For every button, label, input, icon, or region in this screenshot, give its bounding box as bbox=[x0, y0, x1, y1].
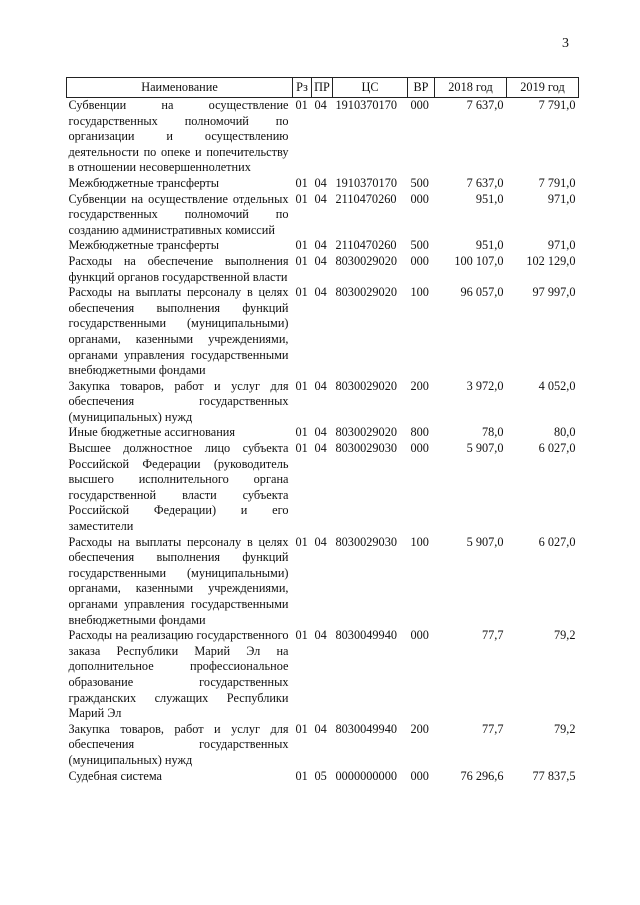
table-row bbox=[67, 722, 579, 769]
row-pr: 04 bbox=[314, 721, 327, 736]
table-row bbox=[67, 192, 579, 239]
row-vr: 200 bbox=[410, 721, 429, 736]
row-value-2019: 80,0 bbox=[553, 425, 576, 440]
table-row bbox=[67, 769, 579, 785]
row-rz: 01 bbox=[295, 721, 308, 736]
table-row bbox=[67, 425, 579, 441]
row-cs: 8030029030 bbox=[335, 534, 397, 549]
row-value-2018: 951,0 bbox=[475, 191, 504, 206]
row-name: Судебная система bbox=[68, 768, 162, 783]
table-header-row bbox=[67, 78, 579, 98]
header-2019: 2019 год bbox=[507, 78, 579, 98]
row-value-2018: 5 907,0 bbox=[466, 534, 504, 549]
row-vr: 500 bbox=[410, 238, 429, 253]
row-cs: 1910370170 bbox=[335, 98, 397, 112]
row-pr: 04 bbox=[314, 534, 327, 549]
table-row bbox=[67, 285, 579, 379]
row-name: Субвенции на осуществление государственных полномочий по организации и осуществлению деятельности по опеке и попечительству в отношении несовершеннолетних bbox=[68, 98, 289, 175]
row-rz: 01 bbox=[295, 534, 308, 549]
row-value-2019: 6 027,0 bbox=[538, 441, 576, 456]
row-cs: 8030029030 bbox=[335, 441, 397, 456]
row-pr: 04 bbox=[314, 98, 327, 112]
row-value-2018: 78,0 bbox=[481, 425, 504, 440]
row-pr: 04 bbox=[314, 425, 327, 440]
row-value-2019: 79,2 bbox=[553, 721, 576, 736]
row-pr: 04 bbox=[314, 238, 327, 253]
row-name: Межбюджетные трансферты bbox=[68, 175, 220, 190]
header-pr: ПР bbox=[312, 78, 333, 98]
header-name: Наименование bbox=[67, 78, 293, 98]
row-pr: 04 bbox=[314, 175, 327, 190]
row-vr: 000 bbox=[410, 253, 429, 268]
table-row bbox=[67, 98, 579, 176]
header-cs: ЦС bbox=[333, 78, 408, 98]
row-rz: 01 bbox=[295, 768, 308, 783]
row-vr: 000 bbox=[410, 98, 429, 112]
row-value-2019: 79,2 bbox=[553, 628, 576, 643]
row-cs: 2110470260 bbox=[335, 238, 397, 253]
header-vr: ВР bbox=[408, 78, 435, 98]
row-cs: 8030029020 bbox=[335, 253, 397, 268]
table-row bbox=[67, 238, 579, 254]
row-vr: 000 bbox=[410, 628, 429, 643]
row-value-2019: 97 997,0 bbox=[532, 285, 576, 300]
row-value-2019: 7 791,0 bbox=[538, 98, 576, 112]
row-value-2019: 971,0 bbox=[547, 238, 576, 253]
row-value-2018: 100 107,0 bbox=[454, 253, 504, 268]
row-value-2018: 3 972,0 bbox=[466, 378, 504, 393]
table-row bbox=[67, 254, 579, 285]
row-value-2018: 77,7 bbox=[481, 628, 504, 643]
row-rz: 01 bbox=[295, 441, 308, 456]
row-pr: 04 bbox=[314, 253, 327, 268]
row-cs: 8030029020 bbox=[335, 285, 397, 300]
row-vr: 000 bbox=[410, 768, 429, 783]
row-name: Высшее должностное лицо субъекта Российской Федерации (руководитель высшего исполнительного органа государственной власти субъекта Российской Федерации) и его заместители bbox=[68, 441, 289, 534]
table-row bbox=[67, 441, 579, 535]
header-rz: Рз bbox=[293, 78, 312, 98]
row-value-2019: 102 129,0 bbox=[526, 253, 576, 268]
page-number: 3 bbox=[562, 36, 569, 51]
row-cs: 1910370170 bbox=[335, 175, 397, 190]
row-name: Межбюджетные трансферты bbox=[68, 238, 220, 253]
row-value-2019: 7 791,0 bbox=[538, 175, 576, 190]
row-cs: 8030049940 bbox=[335, 721, 397, 736]
row-pr: 04 bbox=[314, 441, 327, 456]
row-rz: 01 bbox=[295, 175, 308, 190]
row-rz: 01 bbox=[295, 191, 308, 206]
row-value-2018: 5 907,0 bbox=[466, 441, 504, 456]
row-name: Расходы на обеспечение выполнения функций органов государственной власти bbox=[68, 253, 289, 284]
row-pr: 04 bbox=[314, 191, 327, 206]
row-name: Закупка товаров, работ и услуг для обеспечения государственных (муниципальных) нужд bbox=[68, 378, 289, 424]
row-name: Субвенции на осуществление отдельных государственных полномочий по созданию административных комиссий bbox=[68, 191, 289, 237]
row-cs: 8030029020 bbox=[335, 425, 397, 440]
row-value-2018: 7 637,0 bbox=[466, 98, 504, 112]
table-row bbox=[67, 535, 579, 629]
row-vr: 000 bbox=[410, 191, 429, 206]
table-row bbox=[67, 176, 579, 192]
row-value-2018: 7 637,0 bbox=[466, 175, 504, 190]
row-vr: 800 bbox=[410, 425, 429, 440]
row-vr: 200 bbox=[410, 378, 429, 393]
row-rz: 01 bbox=[295, 98, 308, 112]
row-pr: 04 bbox=[314, 628, 327, 643]
row-vr: 000 bbox=[410, 441, 429, 456]
row-cs: 0000000000 bbox=[335, 768, 397, 783]
row-vr: 100 bbox=[410, 534, 429, 549]
row-value-2018: 76 296,6 bbox=[460, 768, 504, 783]
row-name: Расходы на реализацию государственного заказа Республики Марий Эл на дополнительное профессиональное образование государственных гражданских служащих Республики Марий Эл bbox=[68, 628, 289, 721]
row-rz: 01 bbox=[295, 425, 308, 440]
row-pr: 05 bbox=[314, 768, 327, 783]
row-rz: 01 bbox=[295, 285, 308, 300]
row-name: Иные бюджетные ассигнования bbox=[68, 425, 236, 440]
row-name: Закупка товаров, работ и услуг для обеспечения государственных (муниципальных) нужд bbox=[68, 721, 289, 767]
row-rz: 01 bbox=[295, 253, 308, 268]
row-name: Расходы на выплаты персоналу в целях обеспечения выполнения функций государственными (муниципальными) органами, казенными учреждениями, органами управления государственными внебюджетными фондами bbox=[68, 534, 289, 627]
row-value-2019: 971,0 bbox=[547, 191, 576, 206]
row-rz: 01 bbox=[295, 378, 308, 393]
header-2018: 2018 год bbox=[435, 78, 507, 98]
row-value-2018: 96 057,0 bbox=[460, 285, 504, 300]
row-value-2019: 6 027,0 bbox=[538, 534, 576, 549]
row-pr: 04 bbox=[314, 285, 327, 300]
row-pr: 04 bbox=[314, 378, 327, 393]
row-vr: 100 bbox=[410, 285, 429, 300]
row-cs: 8030049940 bbox=[335, 628, 397, 643]
row-value-2019: 4 052,0 bbox=[538, 378, 576, 393]
row-cs: 8030029020 bbox=[335, 378, 397, 393]
row-value-2018: 951,0 bbox=[475, 238, 504, 253]
table-body bbox=[67, 98, 579, 785]
row-rz: 01 bbox=[295, 628, 308, 643]
table-row bbox=[67, 628, 579, 722]
table-row bbox=[67, 379, 579, 426]
row-vr: 500 bbox=[410, 175, 429, 190]
row-cs: 2110470260 bbox=[335, 191, 397, 206]
row-value-2019: 77 837,5 bbox=[532, 768, 576, 783]
row-rz: 01 bbox=[295, 238, 308, 253]
row-name: Расходы на выплаты персоналу в целях обеспечения выполнения функций государственными (муниципальными) органами, казенными учреждениями, органами управления государственными внебюджетными фондами bbox=[68, 285, 289, 378]
budget-table bbox=[66, 77, 579, 784]
row-value-2018: 77,7 bbox=[481, 721, 504, 736]
